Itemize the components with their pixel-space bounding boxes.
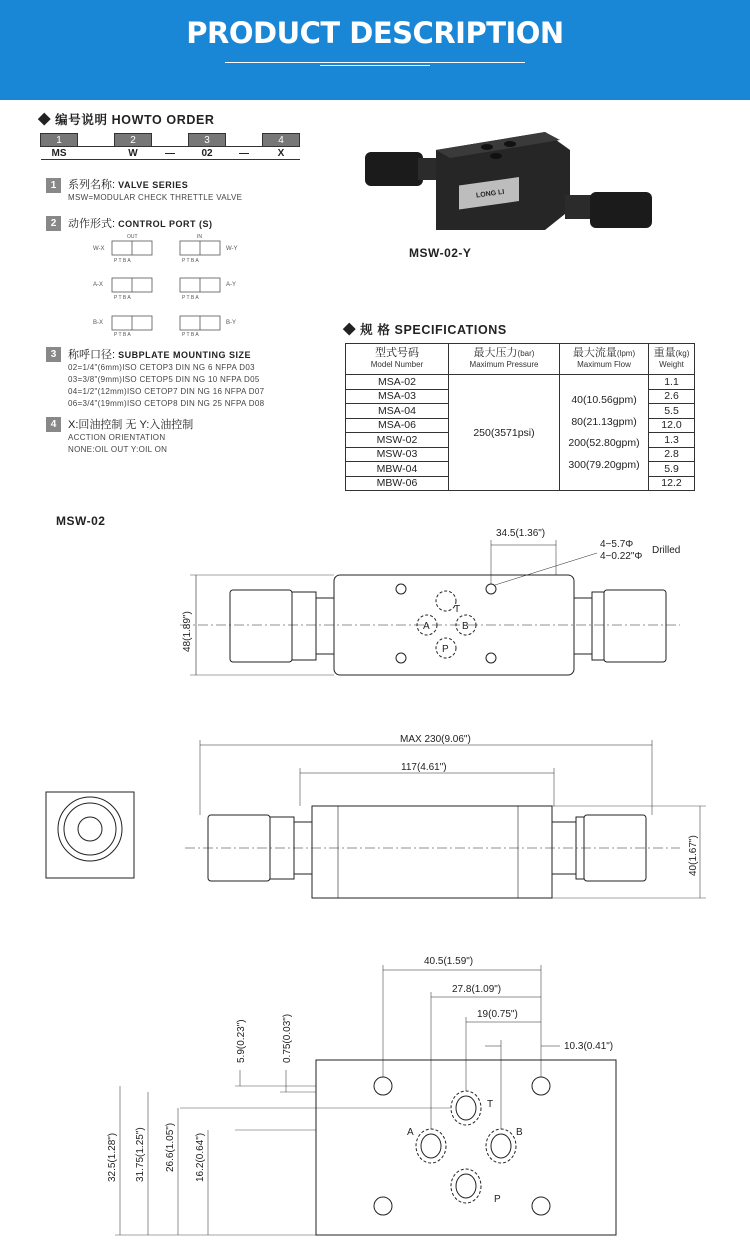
symbol-ports: P T B A: [182, 332, 199, 338]
header-unit: (lpm): [616, 349, 636, 358]
item-3-line: 03=3/8"(9mm)ISO CETOP5 DIN NG 10 NFPA D05: [68, 375, 260, 384]
flow-value: 40(10.56gpm): [571, 394, 637, 406]
symbol-ports: P T B A: [182, 258, 199, 264]
weight-cell: 5.5: [649, 404, 695, 419]
header-en: Weight: [659, 360, 684, 369]
flow-value: 80(21.13gpm): [571, 415, 637, 428]
header-cn-text: 最大压力: [473, 347, 518, 359]
symbol-bx: [93, 316, 152, 338]
port-label-t: T: [487, 1099, 494, 1110]
symbol-ay: [180, 278, 236, 301]
model-cell: MSA-03: [346, 389, 449, 404]
control-port-symbols: [93, 234, 238, 338]
item-3-line: 04=1/2"(12mm)ISO CETOP7 DIN NG 16 NFPA D07: [68, 387, 265, 396]
item-number-2: 2: [46, 216, 61, 231]
weight-cell: 1.1: [649, 375, 695, 390]
dim-port-h-2: 27.8(1.09"): [452, 984, 502, 995]
header-cn-text: 重量: [653, 347, 676, 359]
drilled-note: Drilled: [652, 545, 681, 556]
header-en: Maximum Flow: [577, 360, 631, 369]
port-label-p: P: [494, 1194, 501, 1205]
code-val-size: 02: [189, 147, 226, 160]
header-unit: (bar): [517, 349, 535, 358]
product-caption: MSW-02-Y: [409, 246, 472, 260]
model-cell: MSA-02: [346, 375, 449, 390]
symbol-ports: P T B A: [114, 258, 131, 264]
how-to-order-title: ◆ 编号说明 HOWTO ORDER: [38, 113, 215, 127]
model-cell: MSW-03: [346, 447, 449, 462]
port-pattern-drawing: [115, 965, 616, 1235]
item-3-en: SUBPLATE MOUNTING SIZE: [118, 350, 251, 360]
dim-side-height: 40(1.67"): [688, 835, 699, 876]
dim-port-h-1: 40.5(1.59"): [424, 956, 474, 967]
specifications-title: ◆ 规 格 SPECIFICATIONS: [343, 323, 507, 337]
dim-body-length: 117(4.61"): [401, 762, 447, 773]
code-val-orientation: X: [263, 147, 300, 160]
dim-port-v-5: 31.75(1.25"): [135, 1127, 146, 1182]
code-val-series: MS: [41, 147, 78, 160]
top-port-t: T: [454, 604, 461, 615]
weight-cell: 2.8: [649, 447, 695, 462]
symbol-in-label: IN: [197, 234, 202, 240]
nameplate-text: LONG LI: [475, 188, 505, 200]
top-port-a: A: [423, 621, 430, 632]
item-2-cn: 动作形式:: [68, 218, 116, 230]
symbol-bx-label: B-X: [93, 320, 104, 326]
model-cell: MBW-06: [346, 476, 449, 491]
dim-port-h-4: 10.3(0.41"): [564, 1041, 614, 1052]
symbol-ports: P T B A: [182, 295, 199, 301]
page-title: PRODUCT DESCRIPTION: [186, 16, 564, 50]
top-port-b: B: [462, 621, 469, 632]
item-3-line: 02=1/4"(6mm)ISO CETOP3 DIN NG 6 NFPA D03: [68, 363, 255, 372]
item-number-3: 3: [46, 347, 61, 362]
code-val-dash: —: [226, 147, 263, 160]
symbol-by-label: B-Y: [226, 320, 237, 326]
top-port-p: P: [442, 644, 449, 655]
item-3-cn: 称呼口径:: [68, 349, 116, 361]
code-num-1: 1: [41, 134, 78, 147]
header-en: Model Number: [370, 360, 424, 369]
dim-port-v-2: 0.75(0.03"): [282, 1013, 293, 1063]
item-number-1: 1: [46, 178, 61, 193]
symbol-ports: P T B A: [114, 332, 131, 338]
dim-top-height: 48(1.89"): [182, 611, 193, 652]
code-val-dash: —: [152, 147, 189, 160]
model-cell: MSA-04: [346, 404, 449, 419]
code-val-control: W: [115, 147, 152, 160]
symbol-wy: [180, 241, 238, 264]
weight-cell: 12.0: [649, 418, 695, 433]
symbol-ports: P T B A: [114, 295, 131, 301]
dim-port-v-4: 26.6(1.05"): [165, 1122, 176, 1172]
product-photo: [365, 132, 652, 230]
end-view-drawing: [46, 792, 134, 878]
item-number-4: 4: [46, 417, 61, 432]
port-label-a: A: [407, 1127, 414, 1138]
dim-holes-in: 4−0.22"Φ: [600, 551, 643, 562]
item-1-en: VALVE SERIES: [118, 180, 189, 190]
model-cell: MSW-02: [346, 433, 449, 448]
item-4-line: ACCTION ORIENTATION: [68, 433, 166, 442]
header-cn-text: 最大流量: [572, 347, 617, 359]
port-label-b: B: [516, 1127, 523, 1138]
item-1-cn: 系列名称:: [68, 179, 116, 191]
symbol-ay-label: A-Y: [226, 282, 237, 288]
dim-holes-mm: 4−5.7Φ: [600, 539, 634, 550]
weight-cell: 1.3: [649, 433, 695, 448]
code-num-4: 4: [263, 134, 300, 147]
dim-port-v-1: 5.9(0.23"): [236, 1019, 247, 1063]
weight-cell: 2.6: [649, 389, 695, 404]
drawing-title: MSW-02: [56, 514, 106, 528]
code-num-2: 2: [115, 134, 152, 147]
symbol-ax: [93, 278, 152, 301]
flow-value: 300(79.20gpm): [568, 458, 640, 471]
code-num-3: 3: [189, 134, 226, 147]
dim-hole-pitch: 34.5(1.36"): [496, 528, 546, 539]
weight-cell: 12.2: [649, 476, 695, 491]
symbol-by: [180, 316, 236, 338]
item-4-cn: X:回油控制 无 Y:入油控制: [68, 419, 194, 431]
item-3-line: 06=3/4"(19mm)ISO CETOP8 DIN NG 25 NFPA D08: [68, 399, 265, 408]
symbol-wx: [93, 241, 152, 264]
item-1-desc: MSW=MODULAR CHECK THRETTLE VALVE: [68, 193, 243, 202]
symbol-out-label: OUT: [127, 234, 138, 240]
dim-port-v-6: 32.5(1.28"): [107, 1132, 118, 1182]
item-2-en: CONTROL PORT (S): [118, 219, 213, 229]
header-en: Maximum Pressure: [469, 360, 539, 369]
symbol-ax-label: A-X: [93, 282, 104, 288]
dim-port-h-3: 19(0.75"): [477, 1009, 518, 1020]
symbol-wy-label: W-Y: [226, 246, 238, 252]
model-cell: MSA-06: [346, 418, 449, 433]
pressure-cell: 250(3571psi): [449, 375, 560, 491]
dim-max-length: MAX 230(9.06"): [400, 734, 471, 745]
flow-value: 200(52.80gpm): [568, 437, 640, 449]
symbol-wx-label: W-X: [93, 246, 105, 252]
weight-cell: 5.9: [649, 462, 695, 477]
model-cell: MBW-04: [346, 462, 449, 477]
header-unit: (kg): [675, 349, 690, 358]
item-4-line: NONE:OIL OUT Y:OIL ON: [68, 445, 168, 454]
header-cn: 型式号码: [375, 347, 419, 359]
dim-port-v-3: 16.2(0.64"): [195, 1132, 206, 1182]
